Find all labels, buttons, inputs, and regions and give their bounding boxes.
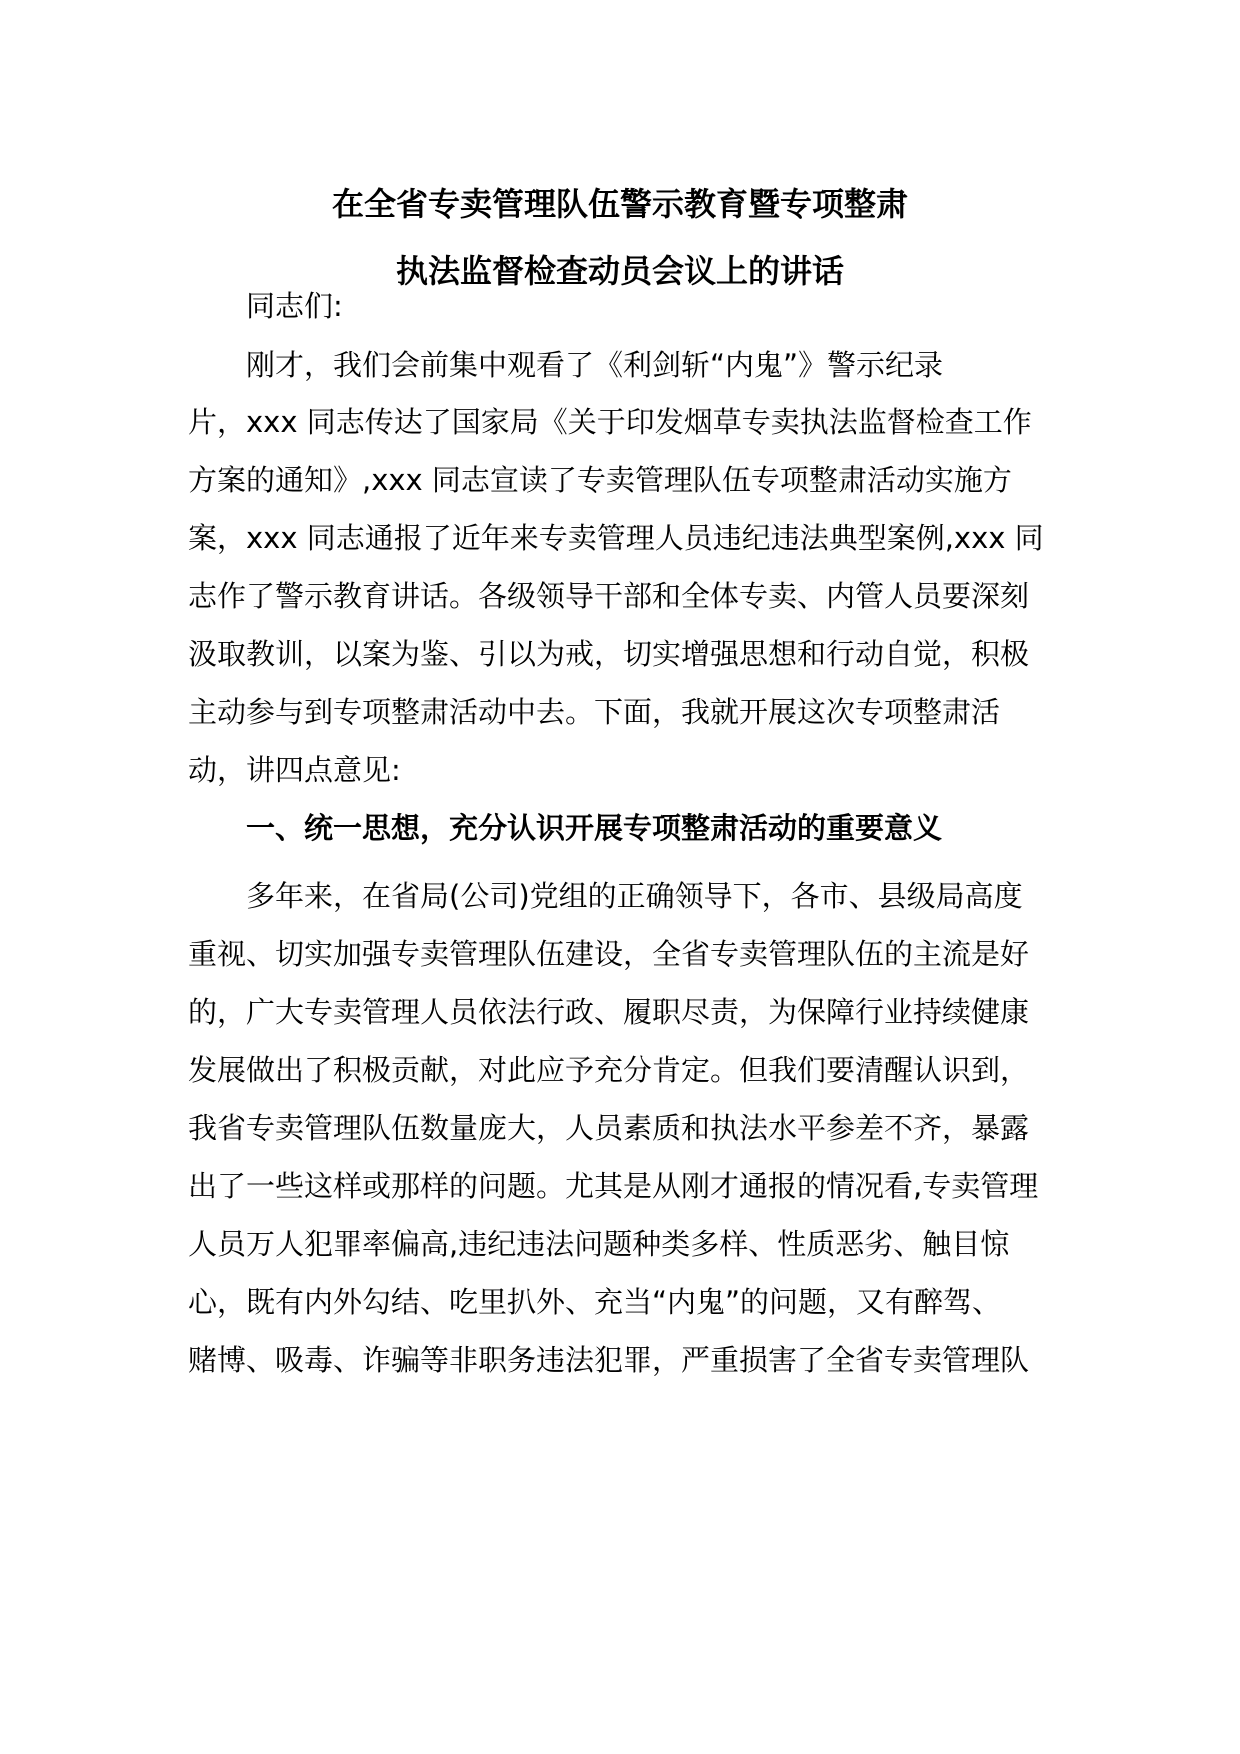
paragraph-2-line: 我省专卖管理队伍数量庞大，人员素质和执法水平参差不齐，暴露: [188, 1111, 1030, 1145]
paragraph-1-line: 志作了警示教育讲话。各级领导干部和全体专卖、内管人员要深刻: [188, 579, 1030, 613]
paragraph-1-line: 刚才，我们会前集中观看了《利剑斩“内鬼”》警示纪录: [246, 348, 944, 382]
document-title-line-2: 执法监督检查动员会议上的讲话: [395, 252, 844, 290]
paragraph-1-line: 动，讲四点意见:: [188, 753, 401, 787]
paragraph-1-line: 汲取教训，以案为鉴、引以为戒，切实增强思想和行动自觉，积极: [188, 637, 1030, 671]
paragraph-2-line: 人员万人犯罪率偏高,违纪违法问题种类多样、性质恶劣、触目惊: [188, 1227, 1010, 1261]
paragraph-1-line: 片，xxx 同志传达了国家局《关于印发烟草专卖执法监督检查工作: [188, 405, 1032, 439]
paragraph-1-line: 案，xxx 同志通报了近年来专卖管理人员违纪违法典型案例,xxx 同: [188, 521, 1044, 555]
paragraph-2-line: 出了一些这样或那样的问题。尤其是从刚才通报的情况看,专卖管理: [188, 1169, 1039, 1203]
salutation: 同志们:: [246, 289, 343, 323]
paragraph-2-line: 重视、切实加强专卖管理队伍建设，全省专卖管理队伍的主流是好: [188, 937, 1030, 971]
section-1-heading: 一、统一思想，充分认识开展专项整肃活动的重要意义: [246, 811, 943, 845]
paragraph-2-line: 的，广大专卖管理人员依法行政、履职尽责，为保障行业持续健康: [188, 995, 1030, 1029]
paragraph-2-line: 发展做出了积极贡献，对此应予充分肯定。但我们要清醒认识到，: [188, 1053, 1030, 1087]
paragraph-2-line: 心，既有内外勾结、吃里扒外、充当“内鬼”的问题，又有醉驾、: [188, 1285, 1002, 1319]
paragraph-1-line: 方案的通知》,xxx 同志宣读了专卖管理队伍专项整肃活动实施方: [188, 463, 1012, 497]
paragraph-2-line: 赌博、吸毒、诈骗等非职务违法犯罪，严重损害了全省专卖管理队: [188, 1343, 1030, 1377]
document-title-line-1: 在全省专卖管理队伍警示教育暨专项整肃: [331, 185, 908, 223]
paragraph-2-line: 多年来，在省局(公司)党组的正确领导下，各市、县级局高度: [246, 879, 1023, 913]
paragraph-1-line: 主动参与到专项整肃活动中去。下面，我就开展这次专项整肃活: [188, 695, 1001, 729]
